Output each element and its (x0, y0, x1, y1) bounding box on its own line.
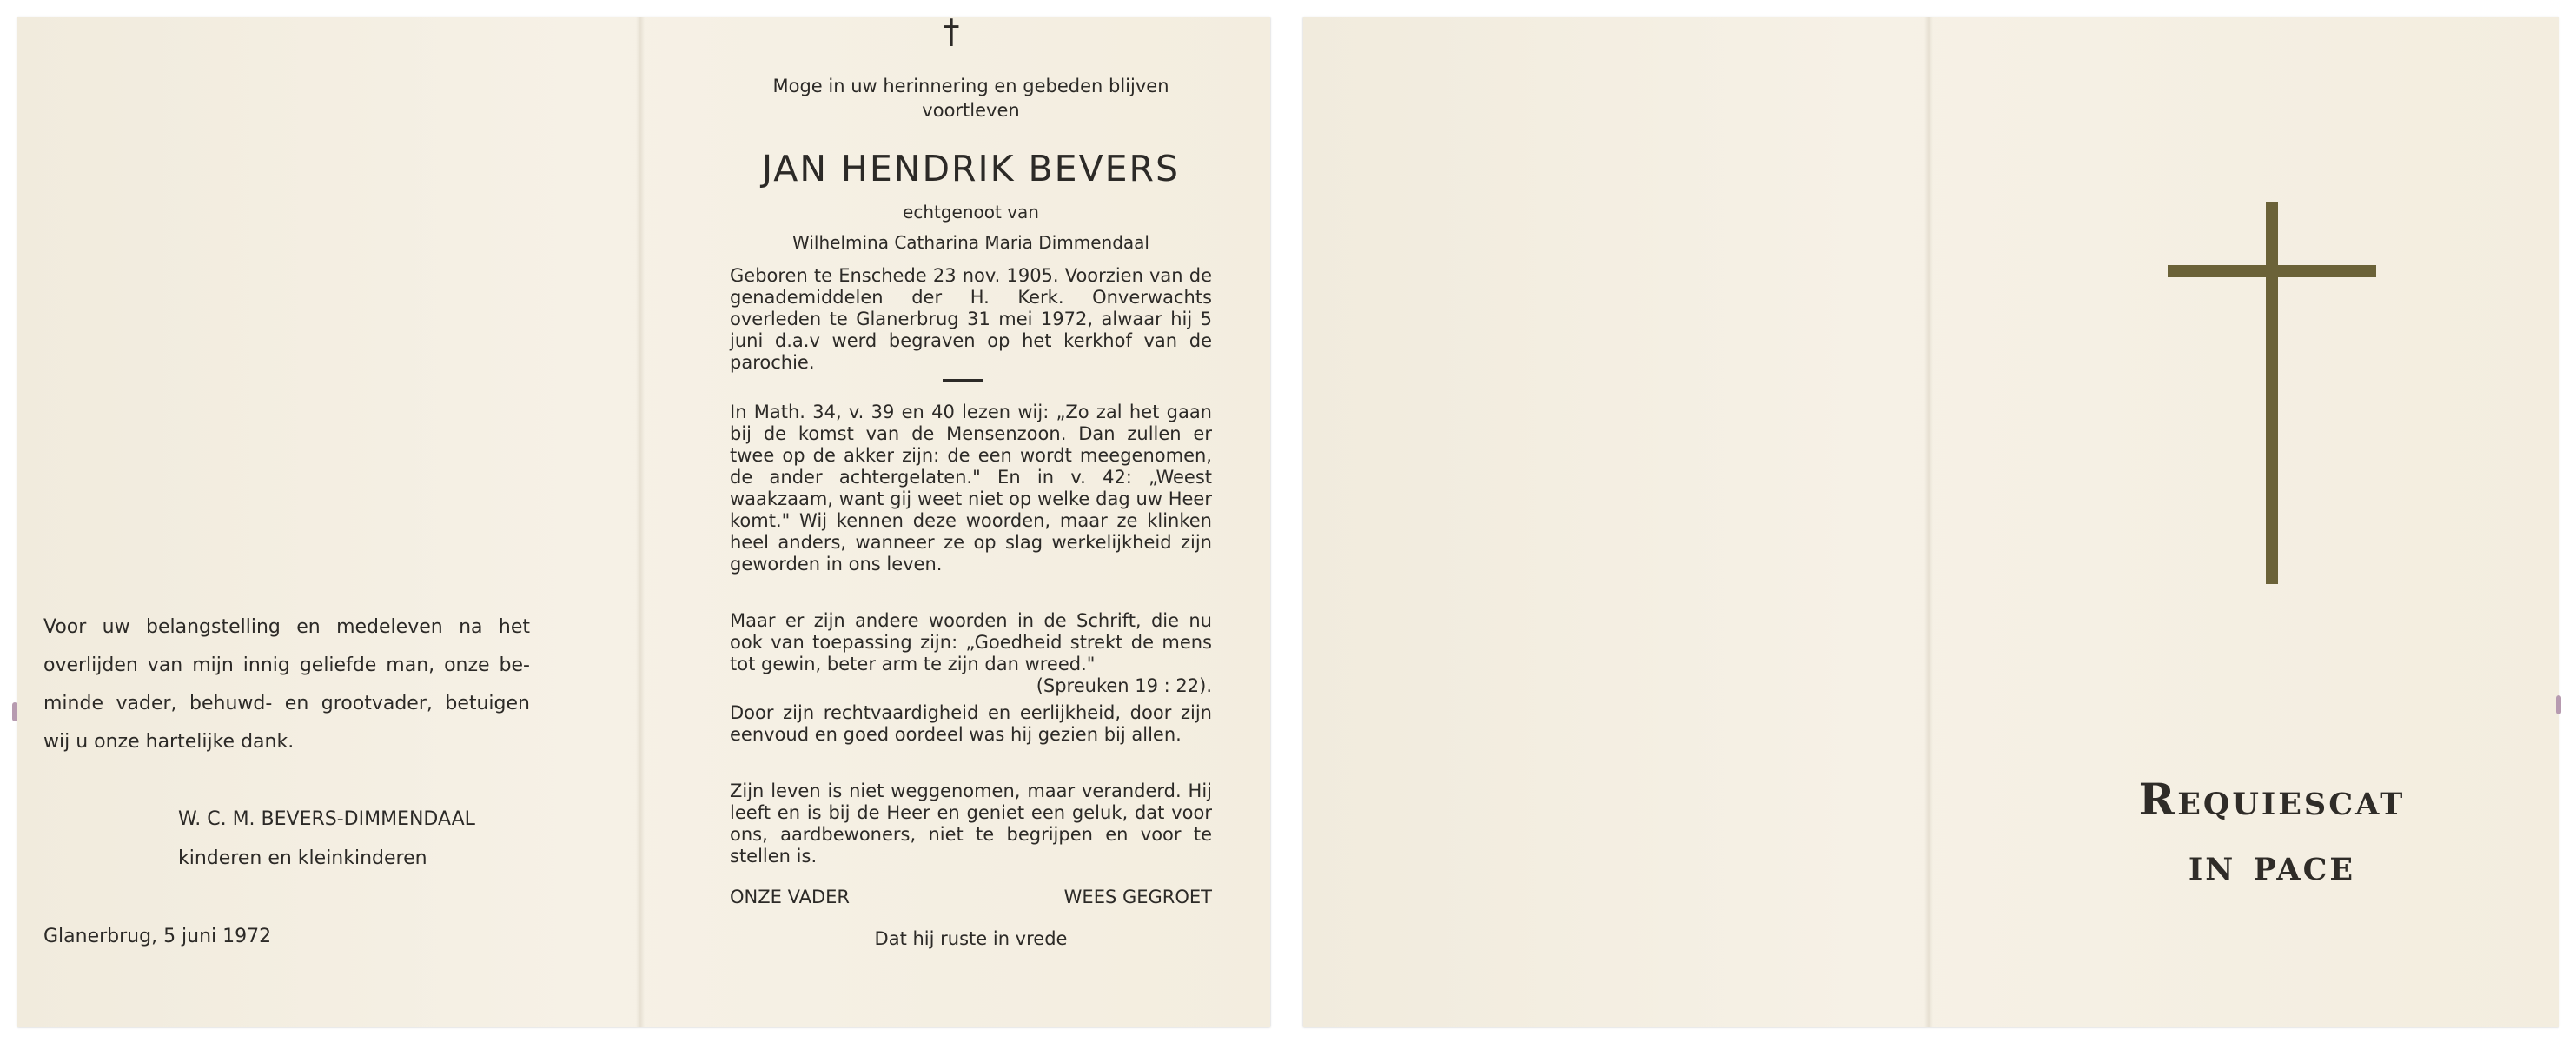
edge-mark (12, 702, 17, 721)
requiescat-text: Requiescat (2138, 774, 2406, 825)
deceased-name: JAN HENDRIK BEVERS (761, 148, 1181, 189)
thanks-line: wij u onze hartelijke dank. (43, 731, 295, 753)
prayer-our-father: ONZE VADER (730, 887, 850, 907)
eternal-life-paragraph: Zijn leven is niet weggenomen, maar veranderd. Hij leeft en is bij de Heer en geniet een geluk, dat voor ons, aardbewoners, niet te begrijpen en voor te stellen is. (730, 781, 1212, 867)
spouse-label: echtgenoot van (903, 202, 1039, 223)
prayer-hail-mary: WEES GEGROET (1063, 887, 1212, 907)
small-cross-icon: † (943, 12, 960, 50)
signature-family: kinderen en kleinkinderen (178, 847, 427, 869)
thanks-line: overlijden van mijn innig geliefde man, onze be- (43, 654, 530, 676)
scripture-paragraph: In Math. 34, v. 39 en 40 lezen wij: „Zo zal het gaan bij de komst van de Mensenzoon. Dan zullen er twee op de akker zijn: de een wordt meegenomen, de ander achtergelaten." En in v. 42: „Weest waakzaam, want gij weet niet op welke dag uw Heer komt." Wij kennen deze woorden, maar ze klinken heel anders, wanneer ze op slag werkelijkheid zijn geworden in ons leven. (730, 402, 1212, 575)
closing-line: Dat hij ruste in vrede (874, 928, 1068, 949)
proverbs-paragraph: Maar er zijn andere woorden in de Schrift, die nu ook van toepassing zijn: „Goedheid strekt de mens tot gewin, beter arm te zijn dan wreed." (730, 610, 1212, 674)
spouse-name: Wilhelmina Catharina Maria Dimmendaal (792, 232, 1149, 253)
character-paragraph: Door zijn rechtvaardigheid en eerlijkheid, door zijn eenvoud en goed oordeel was hij gezien bij allen. (730, 702, 1212, 745)
thanks-line: Voor uw belangstelling en medeleven na het (43, 616, 530, 638)
thanks-message (43, 608, 530, 761)
section-divider (943, 379, 983, 382)
intro-text: Moge in uw herinnering en gebeden blijven voortleven (772, 76, 1169, 121)
place-date: Glanerbrug, 5 juni 1972 (43, 926, 272, 947)
latin-cross-icon (2168, 202, 2376, 584)
signature-name: W. C. M. BEVERS-DIMMENDAAL (178, 808, 475, 830)
thanks-line: minde vader, behuwd- en grootvader, betuigen (43, 693, 530, 714)
edge-mark (2556, 695, 2561, 714)
card-fold-line (636, 17, 645, 1027)
in-pace-text: in pace (2188, 839, 2356, 890)
biography-paragraph: Geboren te Enschede 23 nov. 1905. Voorzien van de genademiddelen der H. Kerk. Onverwachts overleden te Glanerbrug 31 mei 1972, alwaar hij 5 juni d.a.v werd begraven op het kerkhof van de parochie. (730, 265, 1212, 373)
card-fold-line (1924, 17, 1933, 1027)
proverbs-reference: (Spreuken 19 : 22). (1036, 675, 1212, 696)
